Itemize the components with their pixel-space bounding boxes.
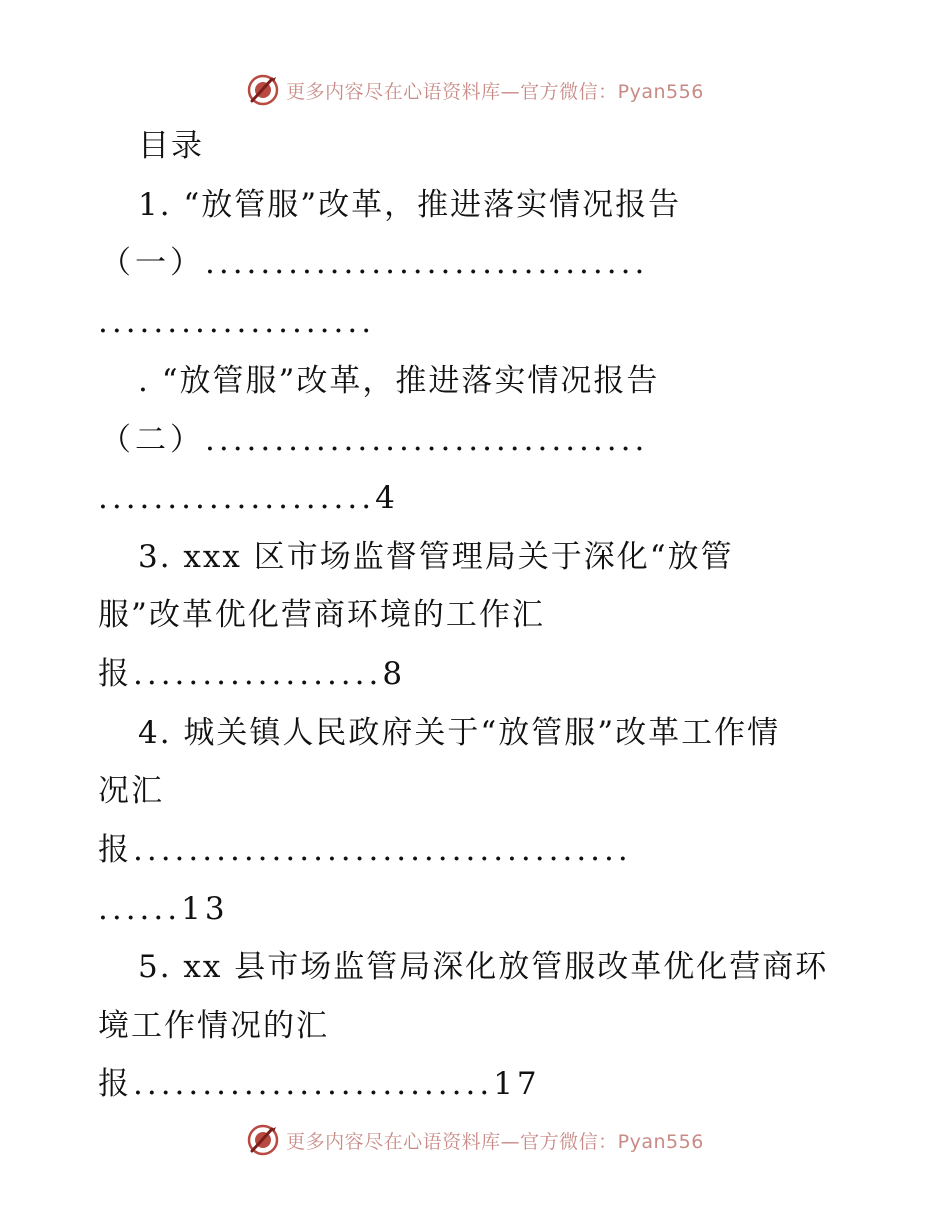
footer-banner-text: 更多内容尽在心语资料库—官方微信：Pyan556: [286, 1130, 704, 1153]
toc-line-11: 况汇: [98, 773, 164, 809]
header-banner: [0, 70, 950, 110]
toc-line-10: 4. 城关镇人民政府关于“放管服”改革工作情: [138, 715, 781, 751]
toc-line-3: ....................: [98, 304, 376, 340]
toc-line-8: 服”改革优化营商环境的工作汇: [98, 597, 545, 633]
footer-banner: [0, 1120, 950, 1160]
toc-line-16: 报..........................17: [98, 1066, 541, 1102]
quill-seal-icon: [246, 73, 280, 107]
toc-line-6: ....................4: [98, 480, 399, 516]
toc-line-14: 5. xx 县市场监管局深化放管服改革优化营商环: [138, 949, 829, 985]
toc-line-7: 3. xxx 区市场监督管理局关于深化“放管: [138, 539, 734, 575]
toc-line-15: 境工作情况的汇: [98, 1008, 329, 1044]
header-banner-text: 更多内容尽在心语资料库—官方微信：Pyan556: [286, 80, 704, 103]
toc-line-13: ......13: [98, 891, 229, 927]
toc-line-5: （二）................................: [100, 422, 649, 458]
toc-line-1: 1. “放管服”改革，推进落实情况报告: [138, 187, 682, 223]
toc-line-12: 报....................................: [98, 832, 632, 868]
toc-line-4: . “放管服”改革，推进落实情况报告: [138, 363, 660, 399]
toc-line-9: 报..................8: [98, 656, 407, 692]
toc-line-2: （一）................................: [100, 245, 649, 281]
quill-seal-icon: [246, 1123, 280, 1157]
toc-title: 目录: [138, 128, 204, 164]
